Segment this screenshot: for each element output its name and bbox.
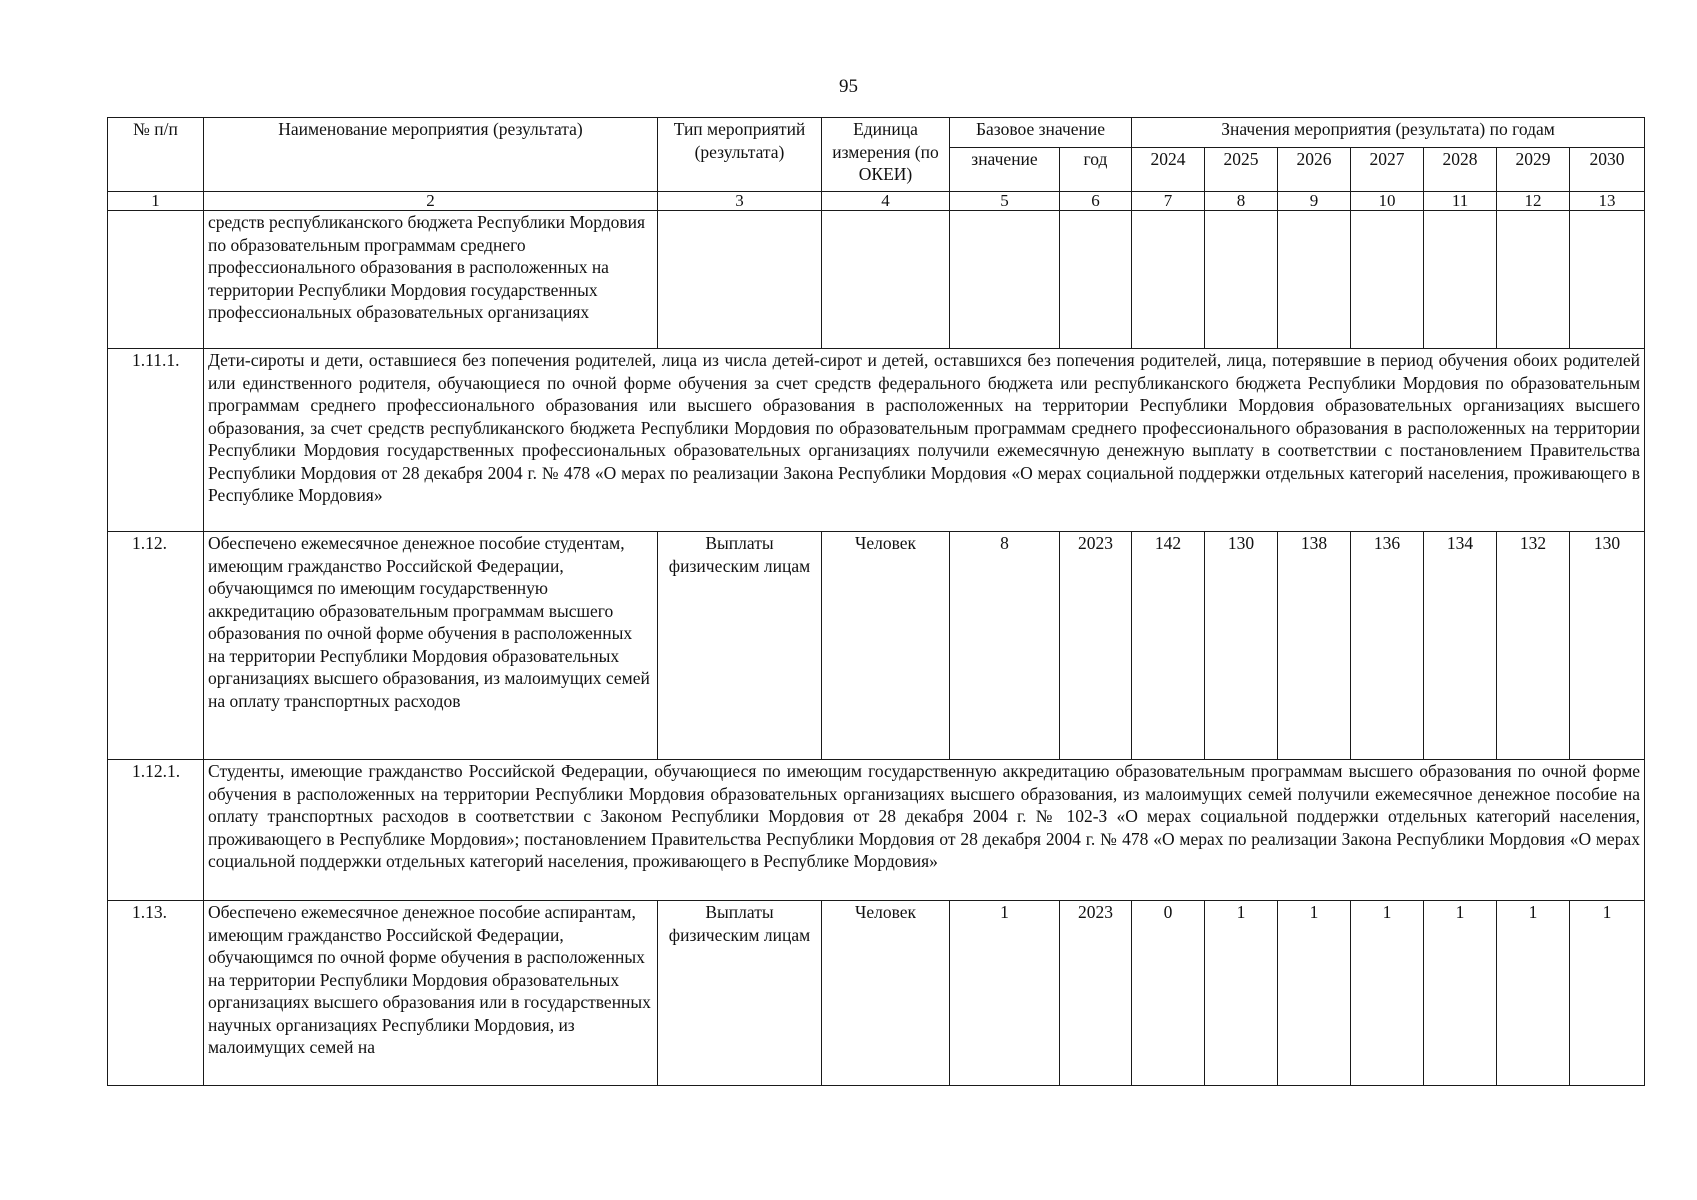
header-year: 2028 (1424, 148, 1497, 192)
header-row-1 (108, 118, 1645, 148)
cell-name: Обеспечено ежемесячное денежное пособие аспирантам, имеющим гражданство Российской Федерации, обучающимся по очной форме обучения в расположенных на территории Республики Мордовия образовательных организациях высшего образования или в государственных научных организациях Республики Мордовия, из малоимущих семей на (204, 901, 658, 1086)
cell-type (658, 211, 822, 349)
column-number: 3 (658, 192, 822, 211)
table-row-continuation (108, 211, 1645, 349)
column-number: 10 (1351, 192, 1424, 211)
header-year: 2026 (1278, 148, 1351, 192)
column-number-row (108, 192, 1645, 211)
column-number: 12 (1497, 192, 1570, 211)
column-number: 2 (204, 192, 658, 211)
header-unit: Единица измерения (по ОКЕИ) (822, 118, 950, 192)
cell-unit: Человек (822, 532, 950, 760)
cell-unit: Человек (822, 901, 950, 1086)
header-year: 2030 (1570, 148, 1645, 192)
cell-base-value (950, 211, 1060, 349)
cell-year-value: 142 (1132, 532, 1205, 760)
cell-year-value (1278, 211, 1351, 349)
header-name: Наименование мероприятия (результата) (204, 118, 658, 192)
cell-type: Выплаты физическим лицам (658, 532, 822, 760)
column-number: 5 (950, 192, 1060, 211)
header-base-value: значение (950, 148, 1060, 192)
header-by-years: Значения мероприятия (результата) по годам (1132, 118, 1645, 148)
cell-num: 1.12. (108, 532, 204, 760)
column-number: 4 (822, 192, 950, 211)
cell-year-value: 1 (1497, 901, 1570, 1086)
cell-num: 1.12.1. (108, 760, 204, 901)
cell-year-value: 138 (1278, 532, 1351, 760)
column-number: 1 (108, 192, 204, 211)
header-base-year: год (1060, 148, 1132, 192)
header-base: Базовое значение (950, 118, 1132, 148)
cell-year-value: 132 (1497, 532, 1570, 760)
cell-year-value: 1 (1424, 901, 1497, 1086)
cell-unit (822, 211, 950, 349)
header-year: 2025 (1205, 148, 1278, 192)
cell-base-year: 2023 (1060, 532, 1132, 760)
cell-year-value: 136 (1351, 532, 1424, 760)
cell-year-value: 1 (1570, 901, 1645, 1086)
cell-type: Выплаты физическим лицам (658, 901, 822, 1086)
cell-result-text: Дети-сироты и дети, оставшиеся без попечения родителей, лица из числа детей-сирот и детей, оставшихся без попечения родителей, лица, потерявшие в период обучения обоих родителей или единственного родителя, обучающиеся по очной форме обучения за счет средств федерального бюджета или республиканского бюджета Республики Мордовия по образовательным программам среднего профессионального образования или высшего образования в расположенных на территории Республики Мордовия образовательных организациях высшего образования, за счет средств республиканского бюджета Республики Мордовия по образовательным программам среднего профессионального образования в расположенных на территории Республики Мордовия государственных профессиональных образовательных организациях получили ежемесячную денежную выплату в соответствии с постановлением Правительства Республики Мордовия от 28 декабря 2004 г. № 478 «О мерах по реализации Закона Республики Мордовия «О мерах социальной поддержки отдельных категорий населения, проживающего в Республике Мордовия» (204, 349, 1645, 532)
cell-year-value (1497, 211, 1570, 349)
cell-num: 1.11.1. (108, 349, 204, 532)
cell-result-text: Студенты, имеющие гражданство Российской Федерации, обучающиеся по имеющим государственную аккредитацию образовательным программам высшего образования по очной форме обучения в расположенных на территории Республики Мордовия образовательных организациях высшего образования, из малоимущих семей получили ежемесячное денежное пособие на оплату транспортных расходов в соответствии с Законом Республики Мордовия от 28 декабря 2004 г. № 102-З «О мерах социальной поддержки отдельных категорий населения, проживающего в Республике Мордовия»; постановлением Правительства Республики Мордовия от 28 декабря 2004 г. № 478 «О мерах по реализации Закона Республики Мордовия «О мерах социальной поддержки отдельных категорий населения, проживающего в Республике Мордовия» (204, 760, 1645, 901)
cell-num: 1.13. (108, 901, 204, 1086)
column-number: 6 (1060, 192, 1132, 211)
header-year: 2027 (1351, 148, 1424, 192)
cell-year-value (1351, 211, 1424, 349)
cell-num (108, 211, 204, 349)
cell-year-value (1424, 211, 1497, 349)
cell-year-value: 1 (1205, 901, 1278, 1086)
cell-year-value: 1 (1278, 901, 1351, 1086)
cell-year-value: 134 (1424, 532, 1497, 760)
cell-base-year: 2023 (1060, 901, 1132, 1086)
table-row-1-11-1 (108, 349, 1645, 532)
header-year: 2024 (1132, 148, 1205, 192)
table-row-1-12 (108, 532, 1645, 760)
header-type: Тип мероприятий (результата) (658, 118, 822, 192)
cell-base-value: 1 (950, 901, 1060, 1086)
table-row-1-13 (108, 901, 1645, 1086)
column-number: 11 (1424, 192, 1497, 211)
column-number: 13 (1570, 192, 1645, 211)
measures-table (107, 117, 1645, 1086)
cell-base-year (1060, 211, 1132, 349)
cell-year-value: 130 (1205, 532, 1278, 760)
cell-year-value (1205, 211, 1278, 349)
column-number: 9 (1278, 192, 1351, 211)
column-number: 7 (1132, 192, 1205, 211)
cell-year-value (1132, 211, 1205, 349)
cell-name: Обеспечено ежемесячное денежное пособие студентам, имеющим гражданство Российской Федерации, обучающимся по имеющим государственную аккредитацию образовательным программам высшего образования по очной форме обучения в расположенных на территории Республики Мордовия образовательных организациях высшего образования, из малоимущих семей на оплату транспортных расходов (204, 532, 658, 760)
header-year: 2029 (1497, 148, 1570, 192)
cell-year-value: 130 (1570, 532, 1645, 760)
cell-year-value (1570, 211, 1645, 349)
header-num: № п/п (108, 118, 204, 192)
page-number: 95 (839, 76, 858, 97)
cell-name: средств республиканского бюджета Республики Мордовия по образовательным программам среднего профессионального образования в расположенных на территории Республики Мордовия государственных профессиональных образовательных организациях (204, 211, 658, 349)
cell-year-value: 1 (1351, 901, 1424, 1086)
column-number: 8 (1205, 192, 1278, 211)
table-row-1-12-1 (108, 760, 1645, 901)
cell-year-value: 0 (1132, 901, 1205, 1086)
cell-base-value: 8 (950, 532, 1060, 760)
